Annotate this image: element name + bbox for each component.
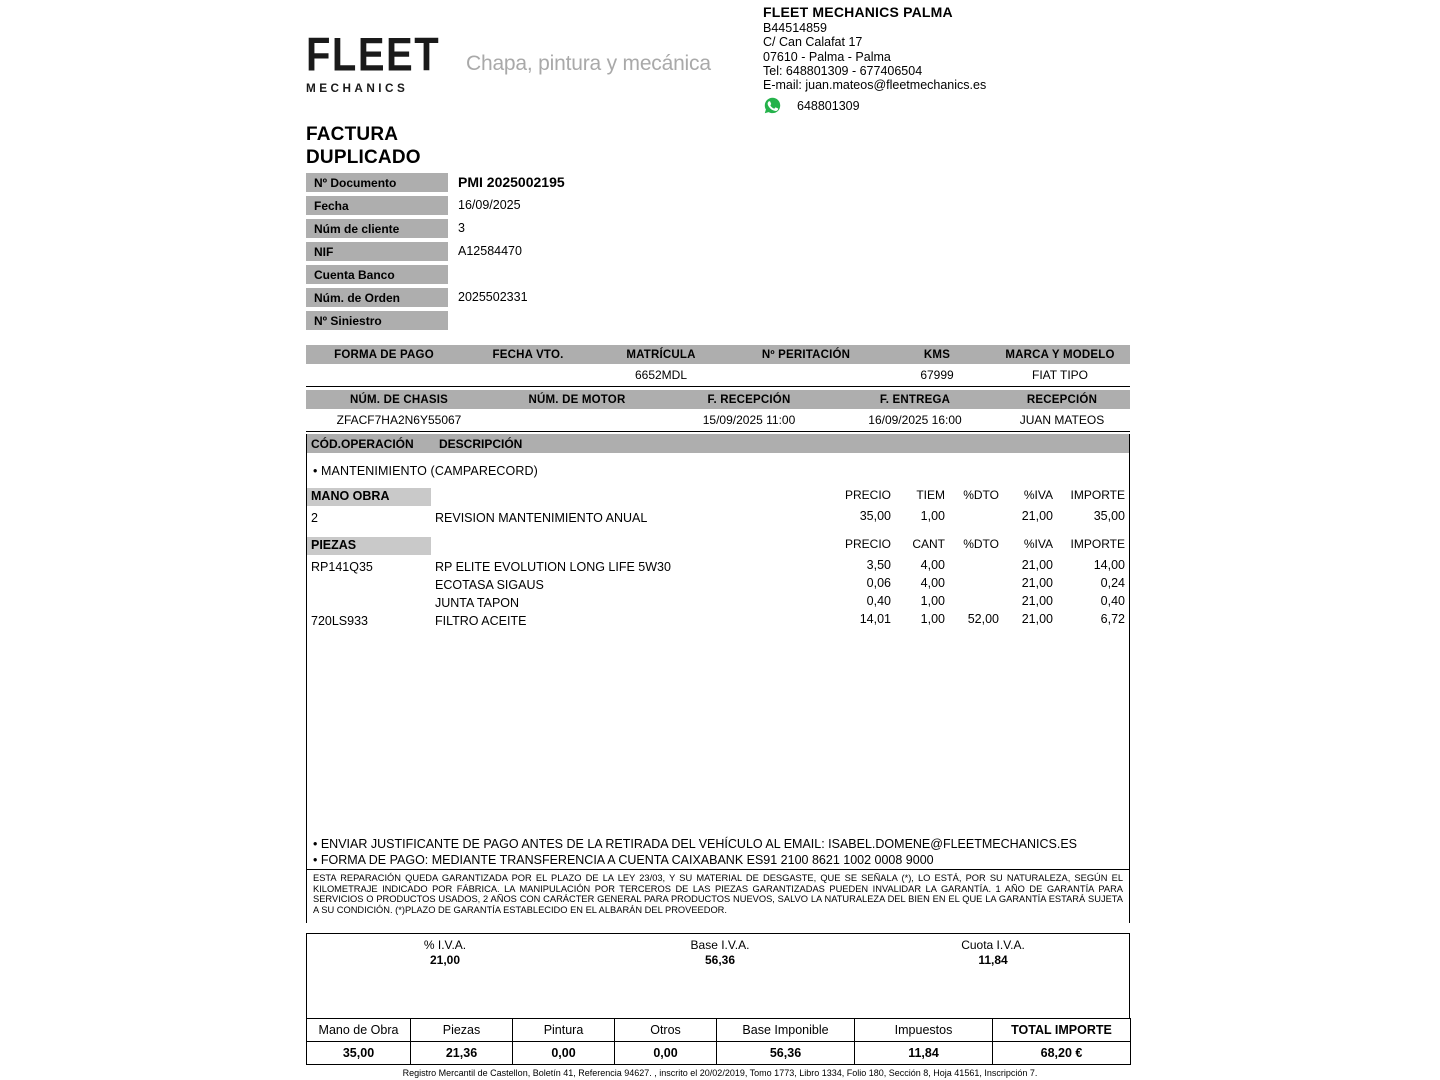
parts-column-headers xyxy=(805,537,1129,551)
item-code: 720LS933 xyxy=(311,614,369,628)
vat-base-cell xyxy=(583,938,857,967)
vehicle-info-table-secondary xyxy=(306,390,1130,432)
item-dto xyxy=(945,509,999,523)
totals-value-row xyxy=(307,1042,1131,1065)
labour-column-headers xyxy=(805,488,1129,502)
meta-label: Fecha xyxy=(306,196,448,215)
vat-percent-label: % I.V.A. xyxy=(423,938,467,952)
item-importe: 6,72 xyxy=(1100,612,1125,626)
td-num-peritacion xyxy=(728,364,884,387)
th-recepcion: RECEPCIÓN xyxy=(994,390,1130,409)
th-precio: PRECIO xyxy=(844,537,891,551)
line-items-header xyxy=(307,434,1129,453)
th-f-recepcion: F. RECEPCIÓN xyxy=(662,390,836,409)
item-iva: 21,00 xyxy=(1021,576,1053,590)
company-phone: Tel: 648801309 - 677406504 xyxy=(763,63,923,78)
td-pintura: 0,00 xyxy=(513,1042,615,1065)
td-num-chasis: ZFACF7HA2N6Y55067 xyxy=(306,409,492,432)
th-piezas: Piezas xyxy=(411,1019,513,1042)
th-cant: CANT xyxy=(912,537,945,551)
th-iva: %IVA xyxy=(1023,537,1053,551)
item-description: ECOTASA SIGAUS xyxy=(435,578,544,592)
logo-tagline: Chapa, pintura y mecánica xyxy=(466,52,711,75)
th-iva: %IVA xyxy=(1023,488,1053,502)
item-cant: 4,00 xyxy=(920,558,945,572)
td-base-imponible: 56,36 xyxy=(717,1042,855,1065)
th-importe: IMPORTE xyxy=(1070,488,1125,502)
td-num-motor xyxy=(492,409,662,432)
section-label: MANO OBRA xyxy=(307,488,431,506)
th-fecha-vto: FECHA VTO. xyxy=(462,345,594,364)
line-items-panel xyxy=(306,434,1130,866)
line-item-row xyxy=(307,594,1129,612)
meta-value: 3 xyxy=(458,221,465,235)
th-forma-de-pago: FORMA DE PAGO xyxy=(306,345,462,364)
item-cant: 4,00 xyxy=(920,576,945,590)
th-impuestos: Impuestos xyxy=(855,1019,993,1042)
item-numbers xyxy=(805,612,1129,626)
item-numbers xyxy=(805,509,1129,523)
item-precio: 3,50 xyxy=(866,558,891,572)
item-dto xyxy=(945,594,999,608)
th-f-entrega: F. ENTREGA xyxy=(836,390,994,409)
vat-base-label: Base I.V.A. xyxy=(690,938,750,952)
section-header-mano-obra xyxy=(307,488,1129,506)
document-type: FACTURA xyxy=(306,124,399,145)
meta-value: A12584470 xyxy=(458,244,522,258)
table-row xyxy=(306,364,1130,387)
meta-label: Nº Documento xyxy=(306,173,448,192)
item-importe: 14,00 xyxy=(1093,558,1125,572)
vat-summary xyxy=(306,933,1130,1018)
note-line-1: • ENVIAR JUSTIFICANTE DE PAGO ANTES DE LA RETIRADA DEL VEHÍCULO AL EMAIL: ISABEL.DOMENE@FLEETMECHANICS.ES xyxy=(313,837,1078,851)
line-item-row xyxy=(307,576,1129,594)
item-importe: 0,24 xyxy=(1100,576,1125,590)
vat-quota-value: 11,84 xyxy=(978,952,1008,967)
meta-label: Cuenta Banco xyxy=(306,265,448,284)
meta-value xyxy=(448,311,458,330)
th-pintura: Pintura xyxy=(513,1019,615,1042)
td-mano-de-obra: 35,00 xyxy=(307,1042,411,1065)
vat-percent-value: 21,00 xyxy=(429,952,461,967)
th-kms: KMS xyxy=(884,345,990,364)
meta-label: Núm. de Orden xyxy=(306,288,448,307)
meta-value: 2025502331 xyxy=(458,290,528,304)
item-description: REVISION MANTENIMIENTO ANUAL xyxy=(435,511,648,525)
item-code: 2 xyxy=(311,511,318,525)
td-fecha-vto xyxy=(462,364,594,387)
table-header-row xyxy=(306,345,1130,364)
td-kms: 67999 xyxy=(884,364,990,387)
th-cod-operacion: CÓD.OPERACIÓN xyxy=(311,436,414,451)
line-item-row xyxy=(307,509,1129,527)
document-subtype: DUPLICADO xyxy=(306,146,421,168)
item-precio: 0,06 xyxy=(866,576,891,590)
th-num-chasis: NÚM. DE CHASIS xyxy=(306,390,492,409)
table-header-row xyxy=(306,390,1130,409)
whatsapp-number: 648801309 xyxy=(797,98,860,113)
th-descripcion: DESCRIPCIÓN xyxy=(439,436,523,451)
vat-quota-label: Cuota I.V.A. xyxy=(961,938,1025,952)
td-total-importe: 68,20 € xyxy=(993,1042,1131,1065)
th-num-peritacion: Nº PERITACIÓN xyxy=(728,345,884,364)
th-total-importe: TOTAL IMPORTE xyxy=(993,1019,1131,1042)
item-tiem: 1,00 xyxy=(920,509,945,523)
item-description: FILTRO ACEITE xyxy=(435,614,527,628)
company-details xyxy=(763,5,1183,92)
item-iva: 21,00 xyxy=(1021,594,1053,608)
item-code: RP141Q35 xyxy=(311,560,373,574)
td-marca-y-modelo: FIAT TIPO xyxy=(990,364,1130,387)
company-vat: B44514859 xyxy=(763,21,827,36)
item-precio: 0,40 xyxy=(866,594,891,608)
warranty-legal-text: ESTA REPARACIÓN QUEDA GARANTIZADA POR EL PLAZO DE LA LEY 23/03, Y SU MATERIAL DE DESGASTE, QUE SE SEÑALA (*), LO ESTÁ, POR SU NATURALEZA, SEGÚN EL KILOMETRAJE INDICADO POR FÁBRICA. LA MANIPULACIÓN POR TERCEROS DE LAS PIEZAS GARANTIZADAS PUEDEN INVALIDAR LA GARANTÍA. 1 AÑO DE GARANTÍA PARA SERVICIOS O PRODUCTOS USADOS, 2 AÑOS CON CARÁCTER GENERAL PARA PRODUCTOS NUEVOS, SALVO LA NATURALEZA DEL BIEN EN EL QUE LA GARANTÍA ESTARÁ SUJETA A SU CONDICIÓN. (*)PLAZO DE GARANTÍA ESTABLECIDO EN EL ALBARÁN DEL PROVEEDOR. xyxy=(306,869,1130,923)
company-address: C/ Can Calafat 17 xyxy=(763,35,863,50)
meta-row-cliente xyxy=(306,219,806,238)
logo-wordmark-fleet: FLEET xyxy=(306,28,441,81)
item-dto xyxy=(945,558,999,572)
meta-row-documento xyxy=(306,173,806,192)
company-logo xyxy=(306,28,711,95)
vat-summary-row xyxy=(307,934,1129,967)
logo-wordmark-mechanics: MECHANICS xyxy=(306,82,409,95)
section-label: PIEZAS xyxy=(307,537,431,555)
th-num-motor: NÚM. DE MOTOR xyxy=(492,390,662,409)
invoice-meta-list xyxy=(306,173,806,334)
item-numbers xyxy=(805,576,1129,590)
company-name: FLEET MECHANICS PALMA xyxy=(763,4,953,20)
registry-footer: Registro Mercantil de Castellon, Boletín 41, Referencia 94627. , inscrito el 20/02/2019, Tomo 1773, Libro 1334, Folio 180, Sección 8, Hoja 41561, Inscripción 7. xyxy=(402,1068,1038,1078)
td-piezas: 21,36 xyxy=(411,1042,513,1065)
th-mano-de-obra: Mano de Obra xyxy=(307,1019,411,1042)
td-recepcion: JUAN MATEOS xyxy=(994,409,1130,432)
meta-value: 16/09/2025 xyxy=(458,198,521,212)
td-impuestos: 11,84 xyxy=(855,1042,993,1065)
th-dto: %DTO xyxy=(963,488,999,502)
item-cant: 1,00 xyxy=(920,594,945,608)
meta-value: PMI 2025002195 xyxy=(458,174,565,190)
td-otros: 0,00 xyxy=(615,1042,717,1065)
vat-percent-cell xyxy=(307,938,583,967)
item-cant: 1,00 xyxy=(920,612,945,626)
th-precio: PRECIO xyxy=(844,488,891,502)
td-f-recepcion: 15/09/2025 11:00 xyxy=(662,409,836,432)
item-iva: 21,00 xyxy=(1021,558,1053,572)
logo-mark xyxy=(306,28,441,95)
whatsapp-contact xyxy=(763,96,860,115)
td-forma-de-pago xyxy=(306,364,462,387)
meta-row-fecha xyxy=(306,196,806,215)
th-importe: IMPORTE xyxy=(1070,537,1125,551)
th-base-imponible: Base Imponible xyxy=(717,1019,855,1042)
item-precio: 35,00 xyxy=(859,509,891,523)
note-line-2: • FORMA DE PAGO: MEDIANTE TRANSFERENCIA A CUENTA CAIXABANK ES91 2100 8621 1002 0008 9000 xyxy=(313,852,934,867)
meta-row-siniestro xyxy=(306,311,806,330)
meta-row-nif xyxy=(306,242,806,261)
table-row xyxy=(306,409,1130,432)
td-matricula: 6652MDL xyxy=(594,364,728,387)
meta-label: Núm de cliente xyxy=(306,219,448,238)
payment-notes xyxy=(306,836,1130,871)
meta-label: NIF xyxy=(306,242,448,261)
th-matricula: MATRÍCULA xyxy=(594,345,728,364)
totals-header-row xyxy=(307,1019,1131,1042)
totals-table xyxy=(306,1018,1131,1065)
vat-base-value: 56,36 xyxy=(704,952,736,967)
item-numbers xyxy=(805,558,1129,572)
item-dto xyxy=(945,576,999,590)
section-header-piezas xyxy=(307,537,1129,555)
whatsapp-icon xyxy=(763,96,782,115)
line-item-row xyxy=(307,612,1129,630)
meta-row-cuenta-banco xyxy=(306,265,806,284)
item-description: JUNTA TAPON xyxy=(435,596,520,610)
meta-row-orden xyxy=(306,288,806,307)
line-item-row xyxy=(307,558,1129,576)
item-iva: 21,00 xyxy=(1021,612,1053,626)
company-email: E-mail: juan.mateos@fleetmechanics.es xyxy=(763,78,987,93)
document-title xyxy=(306,124,421,169)
item-importe: 35,00 xyxy=(1093,509,1125,523)
td-f-entrega: 16/09/2025 16:00 xyxy=(836,409,994,432)
th-marca-y-modelo: MARCA Y MODELO xyxy=(990,345,1130,364)
item-importe: 0,40 xyxy=(1100,594,1125,608)
vehicle-info-table-primary xyxy=(306,345,1130,387)
item-iva: 21,00 xyxy=(1021,509,1053,523)
th-otros: Otros xyxy=(615,1019,717,1042)
th-dto: %DTO xyxy=(963,537,999,551)
item-description: RP ELITE EVOLUTION LONG LIFE 5W30 xyxy=(435,560,671,574)
item-precio: 14,01 xyxy=(859,612,891,626)
meta-label: Nº Siniestro xyxy=(306,311,448,330)
item-numbers xyxy=(805,594,1129,608)
meta-value xyxy=(448,265,458,284)
th-tiem: TIEM xyxy=(916,488,945,502)
vat-quota-cell xyxy=(857,938,1129,967)
item-dto: 52,00 xyxy=(967,612,999,626)
company-city: 07610 - Palma - Palma xyxy=(763,49,891,64)
operation-name: • MANTENIMIENTO (CAMPARECORD) xyxy=(313,464,538,478)
